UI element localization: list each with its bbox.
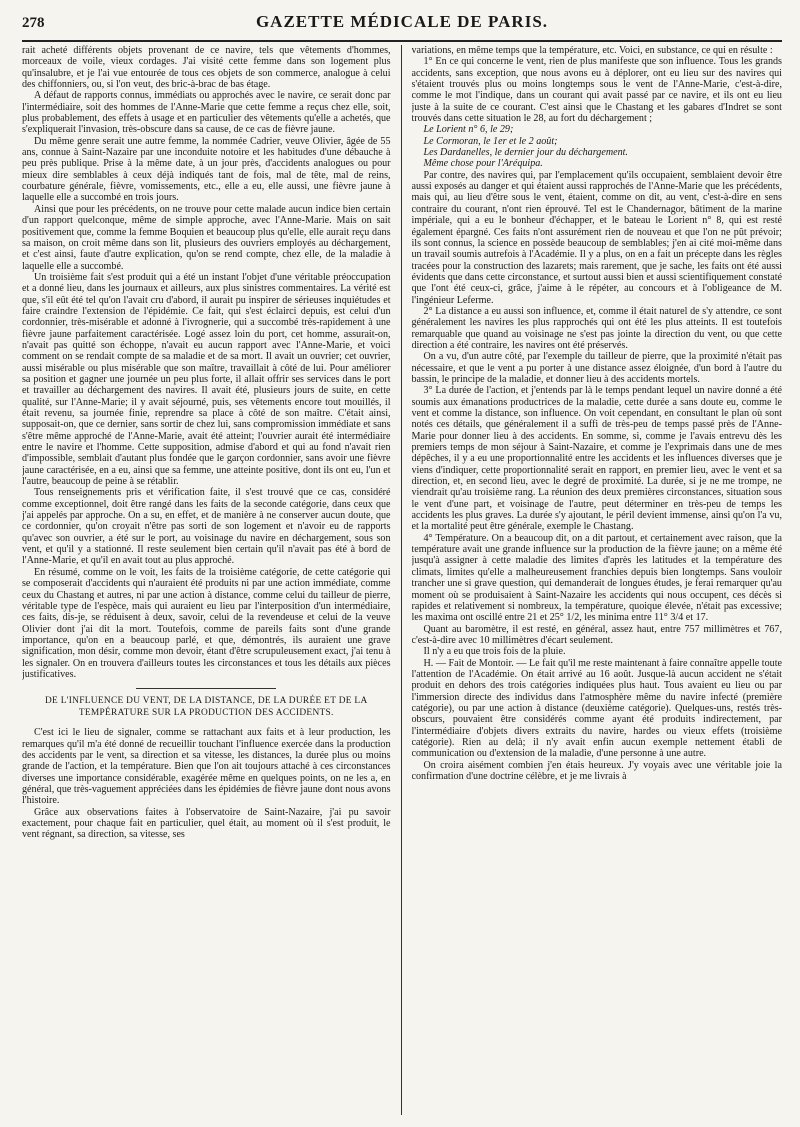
section-heading	[28, 695, 385, 719]
paragraph: rait acheté différents objets provenant de ce navire, tels que vêtements d'hommes, morceaux de voile, vieux cordages. J'ai visité cette femme dans son logement plus qu'insalubre, et je l'ai vue entourée de tous ces objets de son commerce, analogue à celui des chiffonniers, ou, si l'on veut, des bric-à-brac de bas étage.	[22, 45, 391, 91]
right-column	[412, 45, 782, 1115]
paragraph: C'est ici le lieu de signaler, comme se rattachant aux faits et à leur production, les remarques qu'il m'a été donné de recueillir touchant l'influence exercée dans la production des accidents par le vent, sa direction et sa vitesse, les distances, la durée plus ou moins grande de l'action, et la température. Bien que l'on ait toujours attaché à ces circonstances diverses une importance considérable, exagérée même en quelques points, on ne les a, en général, que très-vaguement appréciées dans les épidémies de fièvre jaune dont nous avons l'histoire.	[22, 727, 391, 807]
paragraph: A défaut de rapports connus, immédiats ou approchés avec le navire, ce serait donc par l'intermédiaire, soit des hommes de l'Anne-Marie que cette femme a reçus chez elle, soit, plus probablement, des effets à usage et en particulier des vêtements qu'elle a achetés, que s'expliquerait l'invasion, très-obscure dans sa cause, de ce cas de fièvre jaune.	[22, 90, 391, 136]
paragraph: Quant au baromètre, il est resté, en général, assez haut, entre 757 millimètres et 767, c'est-à-dire avec 10 millimètres d'écart seulement.	[411, 623, 782, 646]
section-separator	[136, 688, 276, 689]
paragraph: Du même genre serait une autre femme, la nommée Cadrier, veuve Olivier, âgée de 55 ans, connue à Saint-Nazaire par une inconduite notoire et les habitudes d'une débauche à peu près publique. Prise à la même date, à un jour près, d'accidents analogues ou pour mieux dire semblables à ceux déjà indiqués tant de fois, mal de tête, mal de reins, courbature générale, fièvre, vomissements, etc., elle a eu, elle aussi, une fièvre jaune à laquelle elle a succombé en trois jours.	[22, 135, 391, 204]
list-item: Le Lorient n° 6, le 29;	[423, 124, 514, 136]
paragraph: 4° Température. On a beaucoup dit, on a dit partout, et certainement avec raison, que la température avait une grande influence sur la production de la fièvre jaune; on a même été jusqu'à assigner à cette maladie des limites d'après les latitudes et la température des climats, limites qu'elle a malheureusement franchies depuis bien longtemps. Sans vouloir trancher une si grave question, qui demanderait de longues études, je ferai remarquer qu'au moment où se produisaient à Saint-Nazaire les accidents qui nous occupent, ces décès si rapides et relativement si nombreux, la température, quoique élevée, n'était pas excessive; les maxima ont oscillé entre 21 et 25° 1/2, les minima entre 11° 3/4 et 17.	[411, 532, 782, 624]
paragraph: Tous renseignements pris et vérification faite, il s'est trouvé que ce cas, considéré comme exceptionnel, doit être rangé dans les faits de la seconde catégorie, dans ceux que j'ai appelés par approche. On a su, en effet, et de manière à ne conserver aucun doute, que ce cordonnier, qu'on croyait n'être pas sorti de son logement et n'avoir eu de rapports qu'avec son ouvrier, a été sur le port, au voisinage du navire en déchargement, sous son vent, et qu'il y a stationné. Il reste seulement bien certain qu'il n'avait pas été à bord de l'Anne-Marie, et qu'il en avait tout au plus approché.	[22, 487, 391, 567]
paragraph: En résumé, comme on le voit, les faits de la troisième catégorie, de cette catégorie qui se composerait d'accidents qui n'auraient été produits ni par une action immédiate, comme ceux du Chastang et autres, ni par une action à distance, comme celui du tailleur de pierre, véritable type de l'espèce, mais qui auraient eu lieu par l'interposition d'un intermédiaire, ces faits, dis-je, se réduisent à deux, savoir, celui de la revendeuse et celui de la veuve Olivier dont j'ai dit la mort. Toutefois, comme de pareils faits sont d'une grande importance, qu'on en a beaucoup parlé, et que, démontrés, ils auraient une grave signification, mon désir, comme mon devoir, étant d'être scrupuleusement exact, j'ai tenu à les signaler. On en trouvera d'ailleurs toutes les circonstances et tous les détails aux pièces justificatives.	[22, 566, 391, 680]
page-header	[22, 12, 782, 38]
journal-title: GAZETTE MÉDICALE DE PARIS.	[255, 12, 549, 31]
page-number: 278	[22, 15, 45, 31]
paragraph: Un troisième fait s'est produit qui a été un instant l'objet d'une véritable préoccupation et a donné lieu, dans les journaux et ailleurs, aux plus sinistres commentaires. La vérité est que, s'il eût été tel qu'on l'avait cru d'abord, il aurait pu inspirer de sérieuses inquiétudes et faire craindre l'extension de l'épidémie. Ce fait, qui s'est éclairci depuis, est celui d'un cordonnier, très-misérable et adonné à l'ivrognerie, qui a succombé très-rapidement à une fièvre jaune parfaitement caractérisée. Logé assez loin du port, cet homme, assurait-on, n'avait pas quitté son échoppe, n'avait eu aucun rapport avec l'Anne-Marie, et voici comment on se rendait compte de sa maladie et de sa mort. Il avait un ouvrier; cet ouvrier, aussi misérable ou plus misérable que son maître, travaillait à côté de lui. Pour améliorer sa position et gagner une journée un peu plus forte, il allait offrir ses services dans le port et travailler au déchargement des navires. Il avait été, plusieurs jours de suite, en cette qualité, sur l'Anne-Marie; il y avait séjourné, puis, ses vêtements encore tout mouillés, il était revenu, sa journée finie, reprendre sa place à côté de son maître. C'était ainsi, supposait-on, que ce dernier, sans sortir de chez lui, sans compromission immédiate et sans s'être même approché de l'Anne-Marie, avait été atteint; l'ouvrier aurait été intermédiaire entre le navire et l'homme. Cette supposition, admise d'abord et qui au fond n'avait rien d'impossible, semblait d'autant plus fondée que le garçon cordonnier, sans avoir une fièvre jaune caractérisée, en a eu, ainsi que sa femme, une atteinte positive, dont ils ont eu, l'un et l'autre, beaucoup de peine à se rétablir.	[22, 271, 391, 488]
paragraph: Grâce aux observations faites à l'observatoire de Saint-Nazaire, j'ai pu savoir exactement, pour chaque fait en particulier, quel était, au moment où il s'est produit, le vent régnant, sa direction, sa vitesse, ses	[22, 806, 391, 841]
section-heading-line: DE L'INFLUENCE DU VENT, DE LA DISTANCE, DE LA DURÉE ET DE LA	[44, 696, 368, 707]
paragraph: H. — Fait de Montoir. — Le fait qu'il me reste maintenant à faire connaître appelle toute l'attention de l'Académie. On était arrivé au 16 août. Jusque-là aucun accident ne s'était produit en dehors des trois catégories indiquées plus haut. Tous avaient eu lieu ou par l'immersion directe des individus dans l'atmosphère même du navire infecté (première catégorie), ou par une action à distance (deuxième catégorie). Quelques-uns, restés très-obscurs, pouvaient être considérés comme ayant été produits indirectement, par l'intermédiaire d'objets divers extraits du navire, hardes ou vieux effets (troisième catégorie). Rien au delà; il n'y avait enfin aucun exemple nettement établi de communication ou d'extension de la maladie, d'une personne à une autre.	[411, 657, 782, 760]
paragraph: 1° En ce qui concerne le vent, rien de plus manifeste que son influence. Tous les grands accidents, sans exception, que nous avons eu à déplorer, ont eu lieu sur des navires qui s'étaient trouvés plus ou moins longtemps sous le vent de l'Anne-Marie, c'est-à-dire, comme le mot l'indique, dans un courant qui avait passé par ce navire, et ils ont eu lieu juste à la suite de ce courant. C'est ainsi que le Chastang et les gabares d'Indret se sont trouvés dans cette situation le 28, au fort du déchargement ;	[411, 56, 782, 125]
header-rule	[22, 40, 782, 42]
list-item: Le Cormoran, le 1er et le 2 août;	[423, 135, 558, 147]
left-column	[22, 45, 391, 1115]
section-heading-line: TEMPÉRATURE SUR LA PRODUCTION DES ACCIDENTS.	[78, 708, 334, 719]
two-column-body	[22, 45, 782, 1115]
column-divider	[401, 45, 402, 1115]
paragraph: On croira aisément combien j'en étais heureux. J'y voyais avec une véritable joie la confirmation d'une doctrine célèbre, et je me livrais à	[411, 759, 782, 782]
paragraph: variations, en même temps que la température, etc. Voici, en substance, ce qui en résulte :	[411, 45, 773, 56]
list-item: Même chose pour l'Aréquipa.	[423, 158, 543, 170]
paragraph: On a vu, d'un autre côté, par l'exemple du tailleur de pierre, que la proximité n'était pas nécessaire, et que le vent a pu porter à une distance assez éloignée, d'un bord à l'autre du bassin, le principe de la maladie, et donner lieu à des accidents mortels.	[411, 351, 782, 385]
paragraph: 3° La durée de l'action, et j'entends par là le temps pendant lequel un navire donné a été soumis aux émanations productrices de la maladie, cette durée a sans doute eu, comme le vent et comme la distance, son influence. On voit cependant, en consultant le plan où sont notés ces détails, que généralement il a suffi de très-peu de temps passé près de l'Anne-Marie pour donner lieu à des accidents. En somme, si, comme je l'avais entrevu dès les premiers temps de mon séjour à Saint-Nazaire, et comme je l'exprimais dans une de mes dépêches, il y a eu une proportionnalité entre les accidents et les influences diverses que je viens d'indiquer, cette proportionnalité serait en rapport, en premier lieu, avec le vent et sa direction, et, en second lieu, avec le degré de proximité. La durée, si je ne me trompe, ne viendrait qu'au troisième rang. La réunion des deux premières circonstances, situation sous le vent d'une part, et voisinage de l'autre, peut déterminer en très-peu de temps les accidents les plus graves. La durée s'y ajoutant, le péril devient immense, ainsi qu'on l'a vu, et la mortalité peut être générale, exemple le Chastang.	[411, 385, 782, 533]
list-item: Les Dardanelles, le dernier jour du déchargement.	[423, 147, 628, 159]
paragraph: Il n'y a eu que trois fois de la pluie.	[423, 646, 566, 658]
paragraph: Ainsi que pour les précédents, on ne trouve pour cette malade aucun indice bien certain d'un rapport quelconque, même de simple approche, avec l'Anne-Marie. Mais on sait positivement que, comme la femme Boquien et beaucoup plus qu'elle, elle aurait reçu dans sa maison, on croit même dans son lit, plusieurs des ouvriers employés au déchargement, et c'est ainsi, faute d'autre explication, qu'on se rend compte, chez elle, de la maladie à laquelle elle a succombé.	[22, 203, 391, 272]
paragraph: Par contre, des navires qui, par l'emplacement qu'ils occupaient, semblaient devoir être aussi exposés au danger et qui étaient aussi rapprochés de l'Anne-Marie que les précédents, mais qui, au lieu d'être sous le vent, étaient, comme on dit, au vent, c'est-à-dire en sens contraire du courant, n'ont rien éprouvé. Tel est le Chandernagor, bâtiment de la marine impériale, qui a eu le bonheur d'échapper, et le bateau le Lorient n° 8, qui est resté également épargné. Ces faits n'ont assurément rien de nouveau et que l'on ne pût prévoir; ils sont connus, la science en possède beaucoup de semblables; j'en ai cité moi-même dans un travail soumis autrefois à l'Académie. Il y a plus, on en a fait un précepte dans les règles tracées pour la construction des lazarets; mais rarement, que je sache, les faits ont été aussi évidents que dans cette circonstance, et surtout aussi bien et aussi scientifiquement constaté que l'ont été ceux-ci, grâce, j'aime à le répéter, au concours et à l'obligeance de M. l'ingénieur Leferme.	[411, 169, 782, 306]
paragraph: 2° La distance a eu aussi son influence, et, comme il était naturel de s'y attendre, ce sont généralement les navires les plus rapprochés qui ont été les plus atteints. Il est toutefois remarquable que quand au voisinage ne s'est pas jointe la direction du vent, ou que cette direction a été contraire, les navires ont été préservés.	[411, 305, 782, 351]
